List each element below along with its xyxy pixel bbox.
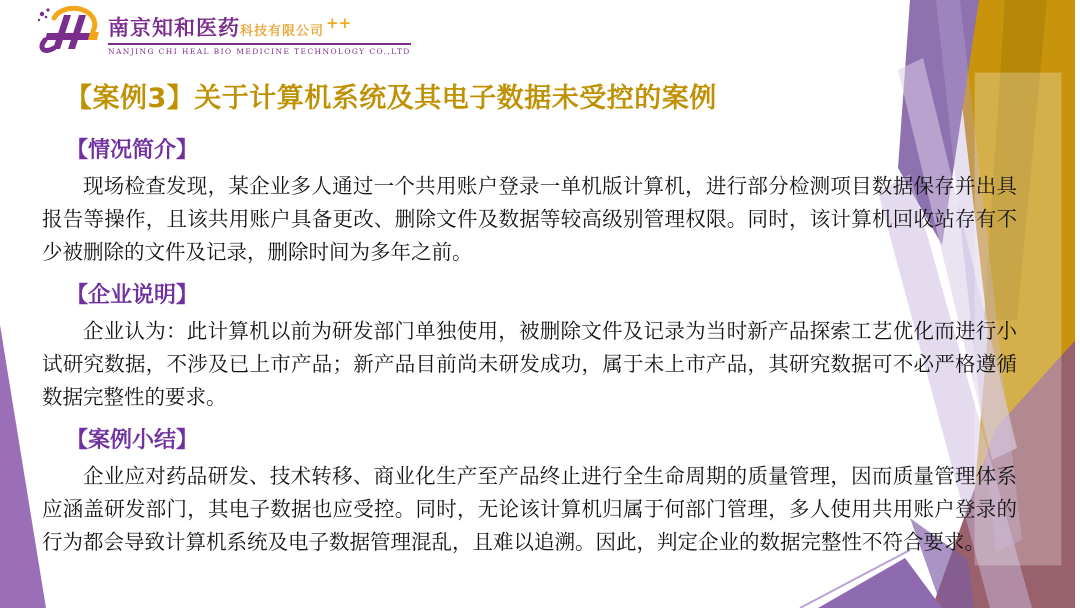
section-heading-summary: 【案例小结】 — [66, 428, 199, 453]
section-heading-situation: 【情况简介】 — [66, 138, 199, 163]
company-name-cn: 南京知和医药 — [108, 16, 240, 40]
company-name-en: NANJING CHI HEAL BIO MEDICINE TECHNOLOGY CO.,LTD — [108, 43, 411, 56]
company-logo-text — [108, 12, 411, 56]
page-title: 【案例3】关于计算机系统及其电子数据未受控的案例 — [65, 83, 717, 114]
section-body-situation: 现场检查发现，某企业多人通过一个共用账户登录一单机版计算机，进行部分检测项目数据保存并出具报告等操作，且该共用账户具备更改、删除文件及数据等较高级别管理权限。同时，该计算机回收站存有不少被删除的文件及记录，删除时间为多年之前。 — [42, 174, 1017, 264]
section-body-summary: 企业应对药品研发、技术转移、商业化生产至产品终止进行全生命周期的质量管理，因而质量管理体系应涵盖研发部门，其电子数据也应受控。同时，无论该计算机归属于何部门管理，多人使用共用账户登录的行为都会导致计算机系统及电子数据管理混乱，且难以追溯。因此，判定企业的数据完整性不符合要求。 — [42, 464, 1017, 554]
section-heading-enterprise: 【企业说明】 — [66, 283, 199, 308]
company-logo — [34, 6, 411, 56]
logo-plus-marks-icon: ++ — [326, 14, 352, 32]
slide-content — [42, 136, 1017, 571]
company-name-suffix: 科技有限公司 — [240, 24, 325, 39]
section-body-enterprise: 企业认为：此计算机以前为研发部门单独使用，被删除文件及记录为当时新产品探索工艺优化而进行小试研究数据，不涉及已上市产品；新产品目前尚未研发成功，属于未上市产品，其研究数据可不必严格遵循数据完整性的要求。 — [42, 319, 1017, 409]
company-logo-icon — [34, 6, 104, 56]
